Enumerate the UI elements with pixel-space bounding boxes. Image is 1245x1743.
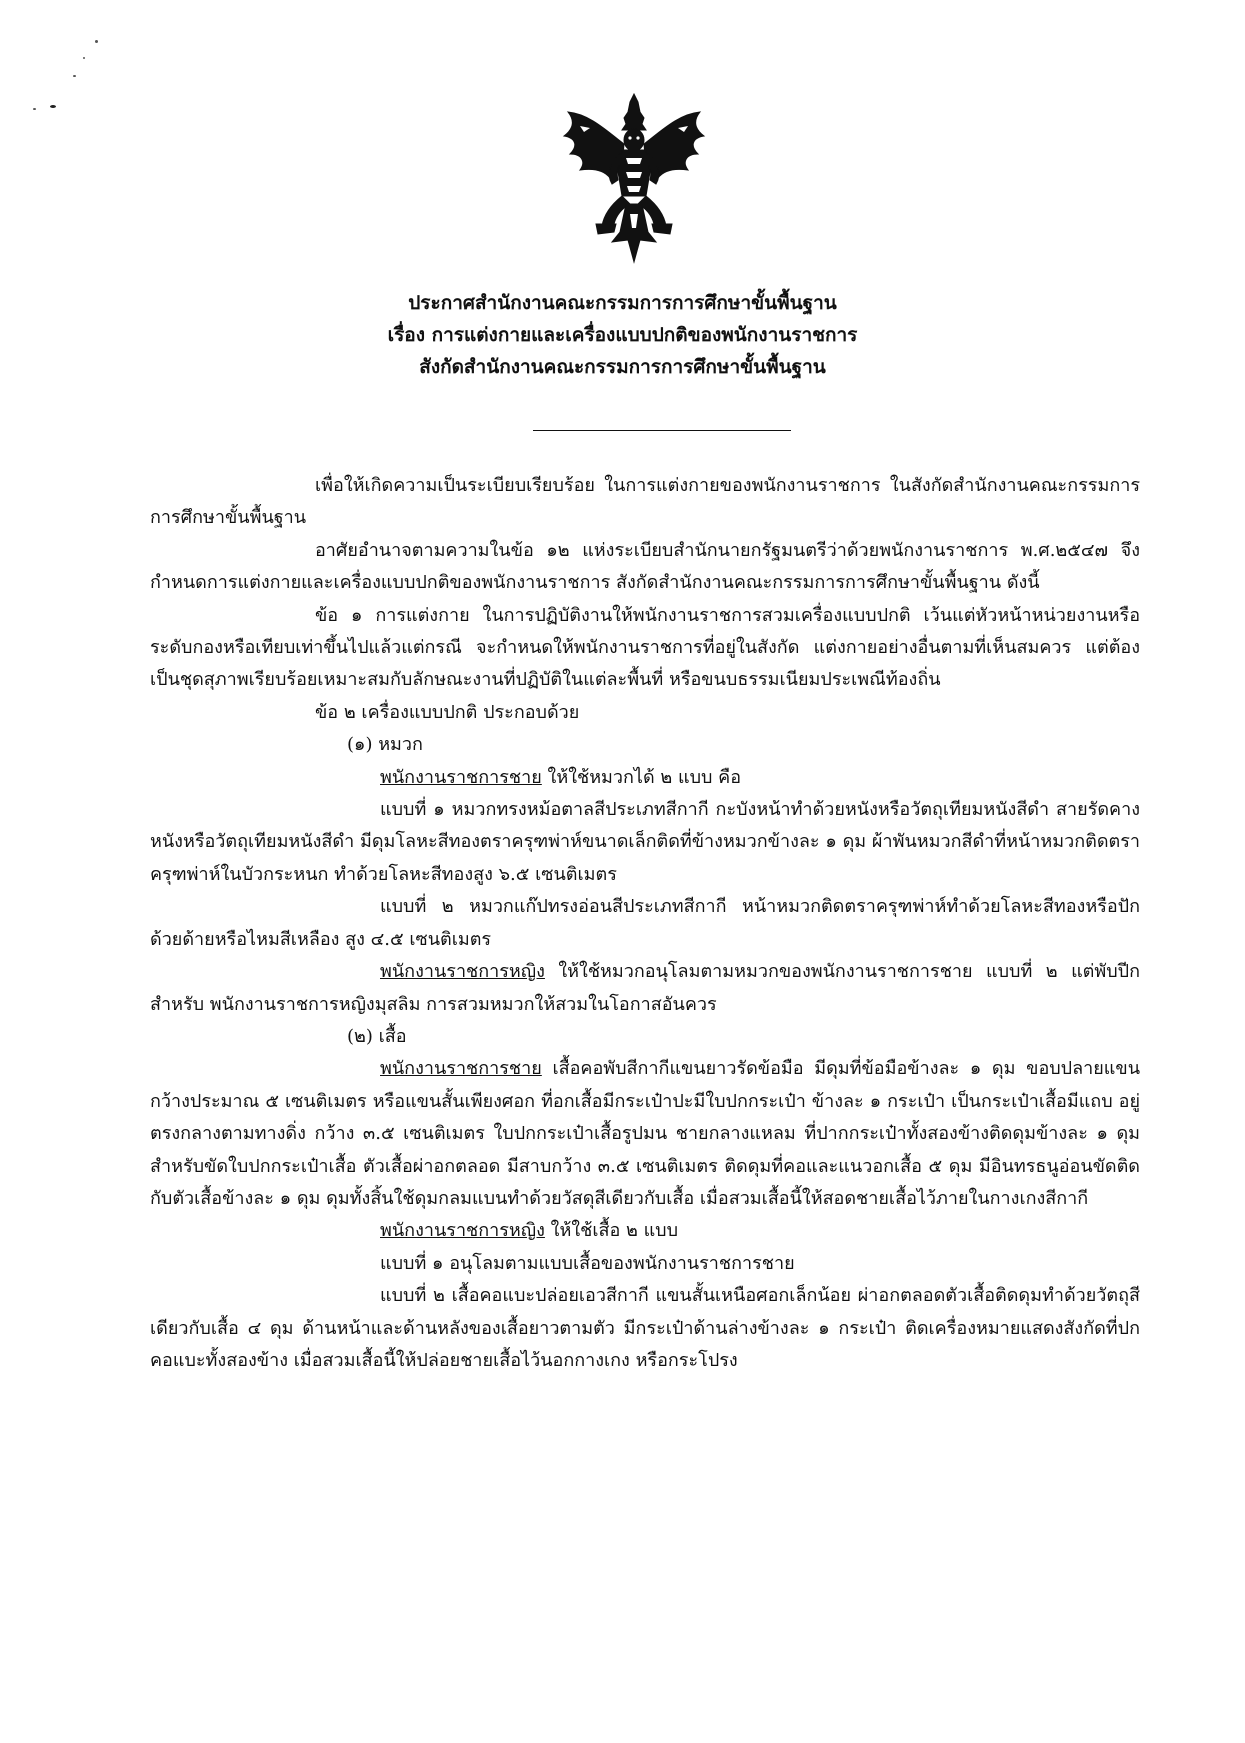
announcement-title: ประกาศสำนักงานคณะกรรมการการศึกษาขั้นพื้นฐาน xyxy=(408,292,837,314)
paragraph-clause-2: ข้อ ๒ เครื่องแบบปกติ ประกอบด้วย xyxy=(315,701,580,723)
shirt-male-label: พนักงานราชการชาย xyxy=(380,1058,542,1080)
paragraph-purpose: เพื่อให้เกิดความเป็นระเบียบเรียบร้อย ในการแต่งกายของพนักงานราชการ ในสังกัดสำนักงานคณะกรรมการการศึกษาขั้นพื้นฐาน xyxy=(150,475,1140,529)
scan-speck xyxy=(73,75,76,77)
hat-male-label: พนักงานราชการชาย xyxy=(380,766,542,788)
scan-speck xyxy=(95,40,98,43)
announcement-subject: เรื่อง การแต่งกายและเครื่องแบบปกติของพนักงานราชการ xyxy=(387,324,858,346)
shirt-male-text: เสื้อคอพับสีกากีแขนยาวรัดข้อมือ มีดุมที่ข้อมือข้างละ ๑ ดุม ขอบปลายแขนกว้างประมาณ ๕ เซนติเมตร หรือแขนสั้นเพียงศอก ที่อกเสื้อมีกระเป๋าปะมีใบปกกระเป๋า ข้างละ ๑ กระเป๋า เป็นกระเป๋าเสื้อมีแถบ อยู่ตรงกลางตามทางดิ่ง กว้าง ๓.๕ เซนติเมตร ใบปกกระเป๋าเสื้อรูปมน ชายกลางแหลม ที่ปากกระเป๋าทั้งสองข้างติดดุมข้างละ ๑ ดุม สำหรับขัดใบปกกระเป๋าเสื้อ ตัวเสื้อผ่าอกตลอด มีสาบกว้าง ๓.๕ เซนติเมตร ติดดุมที่คอและแนวอกเสื้อ ๕ ดุม มีอินทรธนูอ่อนขัดติดกับตัวเสื้อข้างละ ๑ ดุม ดุมทั้งสิ้นใช้ดุมกลมแบนทำด้วยวัสดุสีเดียวกับเสื้อ เมื่อสวมเสื้อนี้ให้สอดชายเสื้อไว้ภายในกางเกงสีกากี xyxy=(150,1058,1140,1209)
scan-speck xyxy=(83,57,85,59)
paragraph-clause-1: ข้อ ๑ การแต่งกาย ในการปฏิบัติงานให้พนักงานราชการสวมเครื่องแบบปกติ เว้นแต่หัวหน้าหน่วยงานหรือระดับกองหรือเทียบเท่าขึ้นไปแล้วแต่กรณี จะกำหนดให้พนักงานราชการที่อยู่ในสังกัด แต่งกายอย่างอื่นตามที่เห็นสมควร แต่ต้องเป็นชุดสุภาพเรียบร้อยเหมาะสมกับลักษณะงานที่ปฏิบัติในแต่ละพื้นที่ หรือขนบธรรมเนียมประเพณีท้องถิ่น xyxy=(150,604,1140,691)
garuda-emblem-icon xyxy=(560,92,708,264)
paragraph-hat-style-2: แบบที่ ๒ หมวกแก๊ปทรงอ่อนสีประเภทสีกากี หน้าหมวกติดตราครุฑพ่าห์ทำด้วยโลหะสีทองหรือปักด้วยด้ายหรือไหมสีเหลือง สูง ๔.๕ เซนติเมตร xyxy=(150,896,1140,950)
item-shirt: (๒) เสื้อ xyxy=(347,1025,407,1047)
shirt-female-label: พนักงานราชการหญิง xyxy=(380,1220,545,1242)
announcement-body xyxy=(150,470,1140,1377)
paragraph-authority: อาศัยอำนาจตามความในข้อ ๑๒ แห่งระเบียบสำนักนายกรัฐมนตรีว่าด้วยพนักงานราชการ พ.ศ.๒๕๔๗ จึงกำหนดการแต่งกายและเครื่องแบบปกติของพนักงานราชการ สังกัดสำนักงานคณะกรรมการการศึกษาขั้นพื้นฐาน ดังนี้ xyxy=(150,539,1140,594)
paragraph-hat-female xyxy=(150,956,1140,1021)
hat-female-text: ให้ใช้หมวกอนุโลมตามหมวกของพนักงานราชการชาย แบบที่ ๒ แต่พับปีกสำหรับ พนักงานราชการหญิงมุสลิม การสวมหมวกให้สวมในโอกาสอันควร xyxy=(150,961,1140,1015)
paragraph-shirt-female xyxy=(150,1215,1140,1247)
shirt-female-text: ให้ใช้เสื้อ ๒ แบบ xyxy=(544,1220,679,1242)
paragraph-shirt-style-1: แบบที่ ๑ อนุโลมตามแบบเสื้อของพนักงานราชการชาย xyxy=(380,1252,795,1274)
hat-female-label: พนักงานราชการหญิง xyxy=(380,961,545,983)
scan-speck xyxy=(33,108,36,110)
paragraph-hat-male xyxy=(150,762,1140,794)
hat-male-text: ให้ใช้หมวกได้ ๒ แบบ คือ xyxy=(541,766,742,788)
paragraph-shirt-male xyxy=(150,1053,1140,1215)
paragraph-shirt-style-2: แบบที่ ๒ เสื้อคอแบะปล่อยเอวสีกากี แขนสั้นเหนือศอกเล็กน้อย ผ่าอกตลอดตัวเสื้อติดดุมทำด้วยวัตถุสีเดียวกับเสื้อ ๔ ดุม ด้านหน้าและด้านหลังของเสื้อยาวตามตัว มีกระเป๋าด้านล่างข้างละ ๑ กระเป๋า ติดเครื่องหมายแสดงสังกัดที่ปกคอแบะทั้งสองข้าง เมื่อสวมเสื้อนี้ให้ปล่อยชายเสื้อไว้นอกกางเกง หรือกระโปรง xyxy=(150,1285,1140,1371)
announcement-affiliation: สังกัดสำนักงานคณะกรรมการการศึกษาขั้นพื้นฐาน xyxy=(419,356,826,378)
item-hat: (๑) หมวก xyxy=(347,734,423,756)
scan-speck xyxy=(50,105,56,108)
title-divider xyxy=(533,430,791,431)
paragraph-hat-style-1: แบบที่ ๑ หมวกทรงหม้อตาลสีประเภทสีกากี กะบังหน้าทำด้วยหนังหรือวัตถุเทียมหนังสีดำ สายรัดคางหนังหรือวัตถุเทียมหนังสีดำ มีดุมโลหะสีทองตราครุฑพ่าห์ขนาดเล็กติดที่ข้างหมวกข้างละ ๑ ดุม ผ้าพันหมวกสีดำที่หน้าหมวกติดตราครุฑพ่าห์ในบัวกระหนก ทำด้วยโลหะสีทองสูง ๖.๕ เซนติเมตร xyxy=(150,799,1140,885)
